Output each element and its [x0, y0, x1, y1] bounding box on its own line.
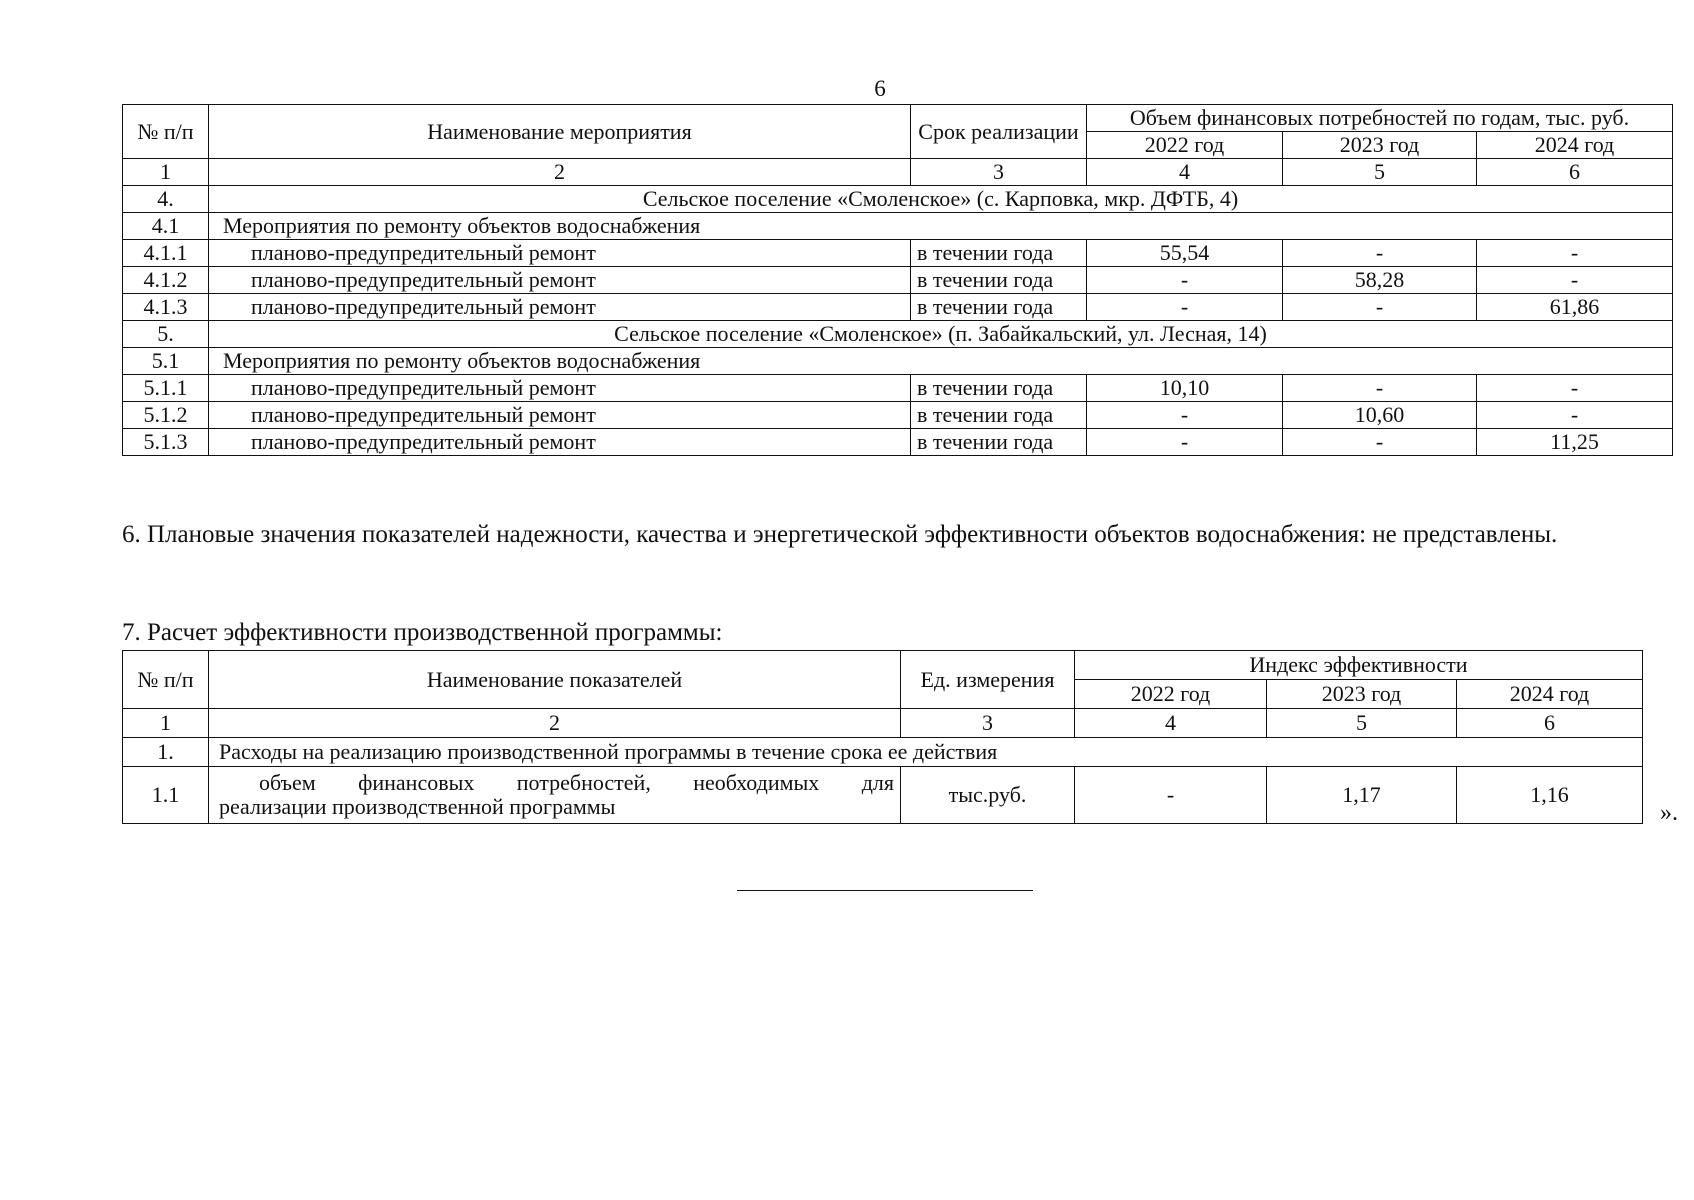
- header-year-2023: 2023 год: [1283, 132, 1477, 159]
- table-row: [123, 767, 1643, 824]
- row-value-2024: 1,16: [1457, 767, 1643, 824]
- group-num: 1.: [123, 738, 209, 767]
- row-value-2023: -: [1283, 429, 1477, 456]
- row-value-2023: 10,60: [1283, 402, 1477, 429]
- section-row: [123, 186, 1673, 213]
- row-value-2023: -: [1283, 294, 1477, 321]
- table-row: [123, 294, 1673, 321]
- column-number: 6: [1457, 709, 1643, 738]
- row-value-2024: -: [1477, 240, 1673, 267]
- row-name: планово-предупредительный ремонт: [209, 375, 911, 402]
- header-num: № п/п: [123, 651, 209, 709]
- header-term: Срок реализации: [911, 105, 1087, 159]
- financial-needs-table: [122, 104, 1673, 456]
- column-number-row: [123, 159, 1673, 186]
- column-number: 2: [209, 709, 901, 738]
- row-value-2024: 11,25: [1477, 429, 1673, 456]
- group-title: Расходы на реализацию производственной программы в течение срока ее действия: [209, 738, 1643, 767]
- row-term: в течении года: [911, 375, 1087, 402]
- row-value-2022: 55,54: [1087, 240, 1283, 267]
- row-num: 4.1.2: [123, 267, 209, 294]
- column-number-row: [123, 709, 1643, 738]
- header-volume: Объем финансовых потребностей по годам, тыс. руб.: [1087, 105, 1673, 132]
- header-year-2022: 2022 год: [1075, 680, 1267, 709]
- row-name: планово-предупредительный ремонт: [209, 240, 911, 267]
- column-number: 5: [1267, 709, 1457, 738]
- row-value-2022: 10,10: [1087, 375, 1283, 402]
- closing-quote: ».: [1660, 800, 1678, 826]
- row-value-2023: -: [1283, 375, 1477, 402]
- column-number: 2: [209, 159, 911, 186]
- header-name: Наименование мероприятия: [209, 105, 911, 159]
- section-num: 5.: [123, 321, 209, 348]
- row-unit: тыс.руб.: [901, 767, 1075, 824]
- row-name-line-1: объем финансовых потребностей, необходимых для: [259, 770, 894, 795]
- row-term: в течении года: [911, 240, 1087, 267]
- end-rule: [737, 890, 1033, 891]
- row-num: 4.1.3: [123, 294, 209, 321]
- subsection-num: 4.1: [123, 213, 209, 240]
- row-name: планово-предупредительный ремонт: [209, 402, 911, 429]
- subsection-title: Мероприятия по ремонту объектов водоснабжения: [209, 348, 1673, 375]
- row-term: в течении года: [911, 267, 1087, 294]
- section-title: Сельское поселение «Смоленское» (с. Карповка, мкр. ДФТБ, 4): [209, 186, 1673, 213]
- row-value-2022: -: [1087, 402, 1283, 429]
- header-num: № п/п: [123, 105, 209, 159]
- row-value-2023: -: [1283, 240, 1477, 267]
- row-num: 5.1.2: [123, 402, 209, 429]
- section-row: [123, 321, 1673, 348]
- column-number: 4: [1087, 159, 1283, 186]
- row-name: планово-предупредительный ремонт: [209, 267, 911, 294]
- subsection-row: [123, 348, 1673, 375]
- table-row: [123, 240, 1673, 267]
- header-year-2024: 2024 год: [1477, 132, 1673, 159]
- row-term: в течении года: [911, 429, 1087, 456]
- group-row: [123, 738, 1643, 767]
- row-num: 1.1: [123, 767, 209, 824]
- column-number: 1: [123, 709, 209, 738]
- header-name: Наименование показателей: [209, 651, 901, 709]
- table-row: [123, 267, 1673, 294]
- subsection-title: Мероприятия по ремонту объектов водоснабжения: [209, 213, 1673, 240]
- row-value-2022: -: [1087, 294, 1283, 321]
- row-value-2024: -: [1477, 402, 1673, 429]
- column-number: 4: [1075, 709, 1267, 738]
- column-number: 5: [1283, 159, 1477, 186]
- column-number: 6: [1477, 159, 1673, 186]
- table-row: [123, 375, 1673, 402]
- row-name-line-2: реализации производственной программы: [219, 794, 616, 819]
- row-value-2022: -: [1075, 767, 1267, 824]
- row-name: [209, 767, 901, 824]
- row-value-2023: 58,28: [1283, 267, 1477, 294]
- header-index: Индекс эффективности: [1075, 651, 1643, 680]
- section-7-heading: 7. Расчет эффективности производственной программы:: [122, 619, 723, 646]
- section-num: 4.: [123, 186, 209, 213]
- row-value-2022: -: [1087, 267, 1283, 294]
- subsection-row: [123, 213, 1673, 240]
- column-number: 3: [901, 709, 1075, 738]
- row-term: в течении года: [911, 402, 1087, 429]
- row-value-2024: -: [1477, 267, 1673, 294]
- row-num: 5.1.1: [123, 375, 209, 402]
- row-name: планово-предупредительный ремонт: [209, 294, 911, 321]
- page-number: 6: [874, 76, 886, 101]
- row-value-2024: 61,86: [1477, 294, 1673, 321]
- table-row: [123, 402, 1673, 429]
- column-number: 3: [911, 159, 1087, 186]
- row-num: 4.1.1: [123, 240, 209, 267]
- row-name: планово-предупредительный ремонт: [209, 429, 911, 456]
- row-value-2024: -: [1477, 375, 1673, 402]
- header-year-2022: 2022 год: [1087, 132, 1283, 159]
- table-row: [123, 429, 1673, 456]
- header-year-2023: 2023 год: [1267, 680, 1457, 709]
- efficiency-table: [122, 650, 1643, 824]
- section-6-paragraph: 6. Плановые значения показателей надежности, качества и энергетической эффективности объектов водоснабжения: не представлены.: [122, 521, 1558, 548]
- row-term: в течении года: [911, 294, 1087, 321]
- row-value-2022: -: [1087, 429, 1283, 456]
- header-unit: Ед. измерения: [901, 651, 1075, 709]
- section-title: Сельское поселение «Смоленское» (п. Забайкальский, ул. Лесная, 14): [209, 321, 1673, 348]
- column-number: 1: [123, 159, 209, 186]
- header-year-2024: 2024 год: [1457, 680, 1643, 709]
- row-value-2023: 1,17: [1267, 767, 1457, 824]
- row-num: 5.1.3: [123, 429, 209, 456]
- subsection-num: 5.1: [123, 348, 209, 375]
